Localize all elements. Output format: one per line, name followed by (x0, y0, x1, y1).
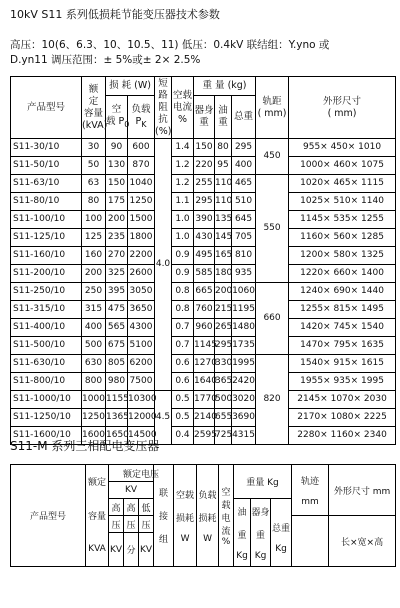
header-total-weight: 总重 (232, 96, 256, 139)
cell-oil-weight: 265 (215, 319, 232, 337)
cell-body-weight: 495 (194, 247, 215, 265)
cell-total-weight: 1995 (232, 355, 256, 373)
parameter-line-2: D.yn11 调压范围：± 5%或± 2× 2.5% (10, 54, 201, 66)
table-row (11, 373, 396, 391)
cell-capacity: 125 (82, 229, 106, 247)
cell-dimensions: 1145× 535× 1255 (289, 211, 396, 229)
cell-oil-weight: 215 (215, 301, 232, 319)
table-row (11, 229, 396, 247)
cell-capacity: 100 (82, 211, 106, 229)
cell-noload-loss: 980 (106, 373, 128, 391)
t2-header-rated-voltage: 额定电压 (109, 465, 154, 482)
header-model: 产品型号 (11, 77, 82, 139)
table-row (11, 301, 396, 319)
cell-dimensions: 1470× 795× 1635 (289, 337, 396, 355)
cell-total-weight: 3690 (232, 409, 256, 427)
header-oil-weight: 油 重 (215, 96, 232, 139)
cell-load-loss: 10300 (128, 391, 155, 409)
cell-load-loss: 1250 (128, 193, 155, 211)
cell-total-weight: 400 (232, 157, 256, 175)
cell-noload-loss: 150 (106, 175, 128, 193)
cell-impedance: 4.0 (155, 139, 172, 391)
cell-model: S11-200/10 (11, 265, 82, 283)
cell-model: S11-800/10 (11, 373, 82, 391)
t2-header-dimensions: 外形尺寸 mm (329, 465, 396, 516)
cell-noload-loss: 325 (106, 265, 128, 283)
header-body-weight: 器身 重 (194, 96, 215, 139)
cell-model: S11-630/10 (11, 355, 82, 373)
cell-oil-weight: 295 (215, 337, 232, 355)
cell-capacity: 500 (82, 337, 106, 355)
header-dimensions: 外形尺寸 ( mm) (289, 77, 396, 139)
table-row (11, 337, 396, 355)
cell-oil-weight: 110 (215, 175, 232, 193)
cell-oil-weight: 365 (215, 373, 232, 391)
cell-capacity: 630 (82, 355, 106, 373)
cell-body-weight: 1640 (194, 373, 215, 391)
cell-dimensions: 1240× 690× 1440 (289, 283, 396, 301)
cell-oil-weight: 80 (215, 139, 232, 157)
cell-dimensions: 1540× 915× 1615 (289, 355, 396, 373)
table-row (11, 247, 396, 265)
cell-noload-current: 0.7 (172, 319, 194, 337)
table-row (11, 193, 396, 211)
t2-header-body: 器身 重 Kg (251, 499, 271, 567)
cell-capacity: 63 (82, 175, 106, 193)
s11m-spec-table (10, 464, 396, 567)
cell-body-weight: 255 (194, 175, 215, 193)
cell-model: S11-160/10 (11, 247, 82, 265)
cell-capacity: 160 (82, 247, 106, 265)
cell-model: S11-1250/10 (11, 409, 82, 427)
cell-oil-weight: 165 (215, 247, 232, 265)
table-row (11, 283, 396, 301)
s11-spec-table (10, 76, 396, 445)
cell-noload-loss: 270 (106, 247, 128, 265)
cell-body-weight: 960 (194, 319, 215, 337)
table-row (11, 391, 396, 409)
cell-dimensions: 1020× 465× 1115 (289, 175, 396, 193)
table-row (11, 139, 396, 157)
table-row (11, 355, 396, 373)
cell-noload-current: 0.8 (172, 301, 194, 319)
cell-noload-loss: 675 (106, 337, 128, 355)
cell-load-loss: 3050 (128, 283, 155, 301)
cell-body-weight: 665 (194, 283, 215, 301)
cell-capacity: 1600 (82, 427, 106, 445)
cell-noload-loss: 235 (106, 229, 128, 247)
t2-header-hv-3: KV (109, 533, 124, 567)
cell-load-loss: 600 (128, 139, 155, 157)
t2-header-dims-sub: 长×宽×高 (329, 516, 396, 567)
cell-dimensions: 2280× 1160× 2340 (289, 427, 396, 445)
cell-load-loss: 870 (128, 157, 155, 175)
cell-oil-weight: 725 (215, 427, 232, 445)
cell-total-weight: 510 (232, 193, 256, 211)
cell-noload-current: 1.0 (172, 211, 194, 229)
table-row (11, 157, 396, 175)
cell-load-loss: 5100 (128, 337, 155, 355)
header-noload-loss: 空 载 $P_0$ (106, 96, 128, 139)
cell-total-weight: 935 (232, 265, 256, 283)
cell-oil-weight: 95 (215, 157, 232, 175)
cell-noload-current: 1.2 (172, 157, 194, 175)
cell-noload-loss: 475 (106, 301, 128, 319)
cell-oil-weight: 500 (215, 391, 232, 409)
cell-total-weight: 295 (232, 139, 256, 157)
cell-total-weight: 1735 (232, 337, 256, 355)
cell-oil-weight: 135 (215, 211, 232, 229)
cell-model: S11-1600/10 (11, 427, 82, 445)
cell-gauge: 450 (256, 139, 289, 175)
cell-capacity: 315 (82, 301, 106, 319)
t2-header-connection: 联 接 组 (154, 465, 174, 567)
header-noload-current: 空载 电流 % (172, 77, 194, 139)
cell-body-weight: 390 (194, 211, 215, 229)
cell-noload-current: 0.5 (172, 391, 194, 409)
cell-oil-weight: 110 (215, 193, 232, 211)
t2-header-total: 总重 Kg (271, 499, 292, 567)
cell-load-loss: 3650 (128, 301, 155, 319)
cell-noload-loss: 175 (106, 193, 128, 211)
t2-header-capacity-1: 额定 (86, 465, 109, 499)
cell-oil-weight: 330 (215, 355, 232, 373)
cell-total-weight: 3020 (232, 391, 256, 409)
cell-capacity: 250 (82, 283, 106, 301)
t2-header-hvtap-3: 分 (124, 533, 139, 567)
header-load-loss: 负载 $P_K$ (128, 96, 155, 139)
cell-body-weight: 1270 (194, 355, 215, 373)
cell-noload-current: 0.6 (172, 355, 194, 373)
cell-dimensions: 1420× 745× 1540 (289, 319, 396, 337)
cell-load-loss: 4300 (128, 319, 155, 337)
t2-header-model: 产品型号 (11, 465, 86, 567)
header-weight: 重 量 (kg) (194, 77, 256, 96)
cell-load-loss: 7500 (128, 373, 155, 391)
cell-capacity: 30 (82, 139, 106, 157)
t2-header-capacity-3: KVA (86, 533, 109, 567)
t2-header-hvtap-1: 高 (124, 499, 139, 516)
t2-header-noload-loss: 空载 损耗 W (174, 465, 197, 567)
header-loss: 损 耗 (W) (106, 77, 155, 96)
cell-body-weight: 585 (194, 265, 215, 283)
cell-capacity: 200 (82, 265, 106, 283)
header-capacity: 额 定 容量 (kVA) (82, 77, 106, 139)
cell-capacity: 80 (82, 193, 106, 211)
cell-oil-weight: 145 (215, 229, 232, 247)
cell-noload-current: 1.4 (172, 139, 194, 157)
cell-noload-current: 0.9 (172, 265, 194, 283)
cell-dimensions: 1160× 560× 1285 (289, 229, 396, 247)
cell-body-weight: 295 (194, 193, 215, 211)
cell-dimensions: 1025× 510× 1140 (289, 193, 396, 211)
cell-body-weight: 2140 (194, 409, 215, 427)
t2-header-lv-3: KV (139, 533, 154, 567)
cell-dimensions: 1220× 660× 1400 (289, 265, 396, 283)
cell-model: S11-1000/10 (11, 391, 82, 409)
cell-load-loss: 2200 (128, 247, 155, 265)
cell-load-loss: 12000 (128, 409, 155, 427)
cell-dimensions: 1000× 460× 1075 (289, 157, 396, 175)
cell-dimensions: 1955× 935× 1995 (289, 373, 396, 391)
cell-noload-current: 1.2 (172, 175, 194, 193)
t2-header-kv: KV (109, 482, 154, 499)
cell-model: S11-250/10 (11, 283, 82, 301)
cell-noload-current: 0.8 (172, 283, 194, 301)
cell-load-loss: 1040 (128, 175, 155, 193)
t2-header-hv-2: 压 (109, 516, 124, 533)
header-impedance: 短 路 阻 抗 (%) (155, 77, 172, 137)
cell-noload-loss: 130 (106, 157, 128, 175)
cell-body-weight: 760 (194, 301, 215, 319)
cell-total-weight: 705 (232, 229, 256, 247)
cell-capacity: 1250 (82, 409, 106, 427)
cell-noload-current: 0.9 (172, 247, 194, 265)
cell-total-weight: 1480 (232, 319, 256, 337)
parameter-line-1: 高压：10(6、6.3、10、10.5、11) 低压：0.4kV 联结组：Y.yno 或 (10, 39, 330, 51)
cell-noload-current: 0.4 (172, 427, 194, 445)
cell-noload-loss: 565 (106, 319, 128, 337)
cell-gauge: 820 (256, 355, 289, 445)
cell-body-weight: 1145 (194, 337, 215, 355)
t2-header-capacity-2: 容量 (86, 499, 109, 533)
cell-total-weight: 1060 (232, 283, 256, 301)
cell-noload-current: 1.1 (172, 193, 194, 211)
cell-model: S11-500/10 (11, 337, 82, 355)
table-row (11, 175, 396, 193)
t2-gauge-empty (292, 516, 329, 567)
cell-capacity: 800 (82, 373, 106, 391)
cell-body-weight: 220 (194, 157, 215, 175)
cell-total-weight: 4315 (232, 427, 256, 445)
cell-dimensions: 1200× 580× 1325 (289, 247, 396, 265)
cell-model: S11-100/10 (11, 211, 82, 229)
cell-load-loss: 1500 (128, 211, 155, 229)
cell-total-weight: 645 (232, 211, 256, 229)
cell-capacity: 400 (82, 319, 106, 337)
cell-impedance: 4.5 (155, 391, 172, 445)
table-row (11, 319, 396, 337)
cell-dimensions: 2170× 1080× 2225 (289, 409, 396, 427)
t2-header-gauge: 轨迹 mm (292, 465, 329, 516)
t2-header-noload-current: 空 载 电 流 % (219, 465, 234, 567)
cell-noload-current: 1.0 (172, 229, 194, 247)
cell-oil-weight: 200 (215, 283, 232, 301)
cell-oil-weight: 180 (215, 265, 232, 283)
t2-header-load-loss: 负载 损耗 W (197, 465, 219, 567)
cell-total-weight: 1195 (232, 301, 256, 319)
cell-model: S11-125/10 (11, 229, 82, 247)
cell-model: S11-400/10 (11, 319, 82, 337)
cell-model: S11-30/10 (11, 139, 82, 157)
cell-load-loss: 2600 (128, 265, 155, 283)
cell-body-weight: 2595 (194, 427, 215, 445)
cell-gauge: 550 (256, 175, 289, 283)
cell-gauge: 660 (256, 283, 289, 355)
cell-capacity: 1000 (82, 391, 106, 409)
parameter-notes (10, 38, 395, 68)
cell-model: S11-50/10 (11, 157, 82, 175)
cell-dimensions: 955× 450× 1010 (289, 139, 396, 157)
cell-model: S11-315/10 (11, 301, 82, 319)
cell-noload-current: 0.5 (172, 409, 194, 427)
cell-dimensions: 1255× 815× 1495 (289, 301, 396, 319)
cell-noload-loss: 200 (106, 211, 128, 229)
cell-model: S11-63/10 (11, 175, 82, 193)
cell-noload-loss: 805 (106, 355, 128, 373)
cell-dimensions: 2145× 1070× 2030 (289, 391, 396, 409)
cell-noload-current: 0.7 (172, 337, 194, 355)
cell-model: S11-80/10 (11, 193, 82, 211)
t2-header-weight: 重量 Kg (234, 465, 292, 499)
t2-header-hv-1: 高 (109, 499, 124, 516)
cell-noload-loss: 395 (106, 283, 128, 301)
cell-noload-loss: 90 (106, 139, 128, 157)
t2-header-lv-1: 低 (139, 499, 154, 516)
cell-body-weight: 1770 (194, 391, 215, 409)
document-title: 10kV S11 系列低损耗节能变压器技术参数 (10, 8, 220, 21)
cell-noload-current: 0.6 (172, 373, 194, 391)
table-row (11, 211, 396, 229)
header-gauge: 轨距 ( mm) (256, 77, 289, 139)
t2-header-oil: 油 重 Kg (234, 499, 251, 567)
cell-load-loss: 14500 (128, 427, 155, 445)
cell-noload-loss: 1650 (106, 427, 128, 445)
cell-body-weight: 430 (194, 229, 215, 247)
cell-total-weight: 810 (232, 247, 256, 265)
cell-load-loss: 1800 (128, 229, 155, 247)
cell-total-weight: 465 (232, 175, 256, 193)
table-row (11, 265, 396, 283)
table-row (11, 409, 396, 427)
cell-total-weight: 2420 (232, 373, 256, 391)
cell-oil-weight: 655 (215, 409, 232, 427)
cell-body-weight: 150 (194, 139, 215, 157)
t2-header-hvtap-2: 压 (124, 516, 139, 533)
cell-capacity: 50 (82, 157, 106, 175)
t2-header-lv-2: 压 (139, 516, 154, 533)
cell-noload-loss: 1155 (106, 391, 128, 409)
cell-noload-loss: 1365 (106, 409, 128, 427)
cell-load-loss: 6200 (128, 355, 155, 373)
section-title: S11-M 系列三相配电变压器 (10, 439, 160, 453)
